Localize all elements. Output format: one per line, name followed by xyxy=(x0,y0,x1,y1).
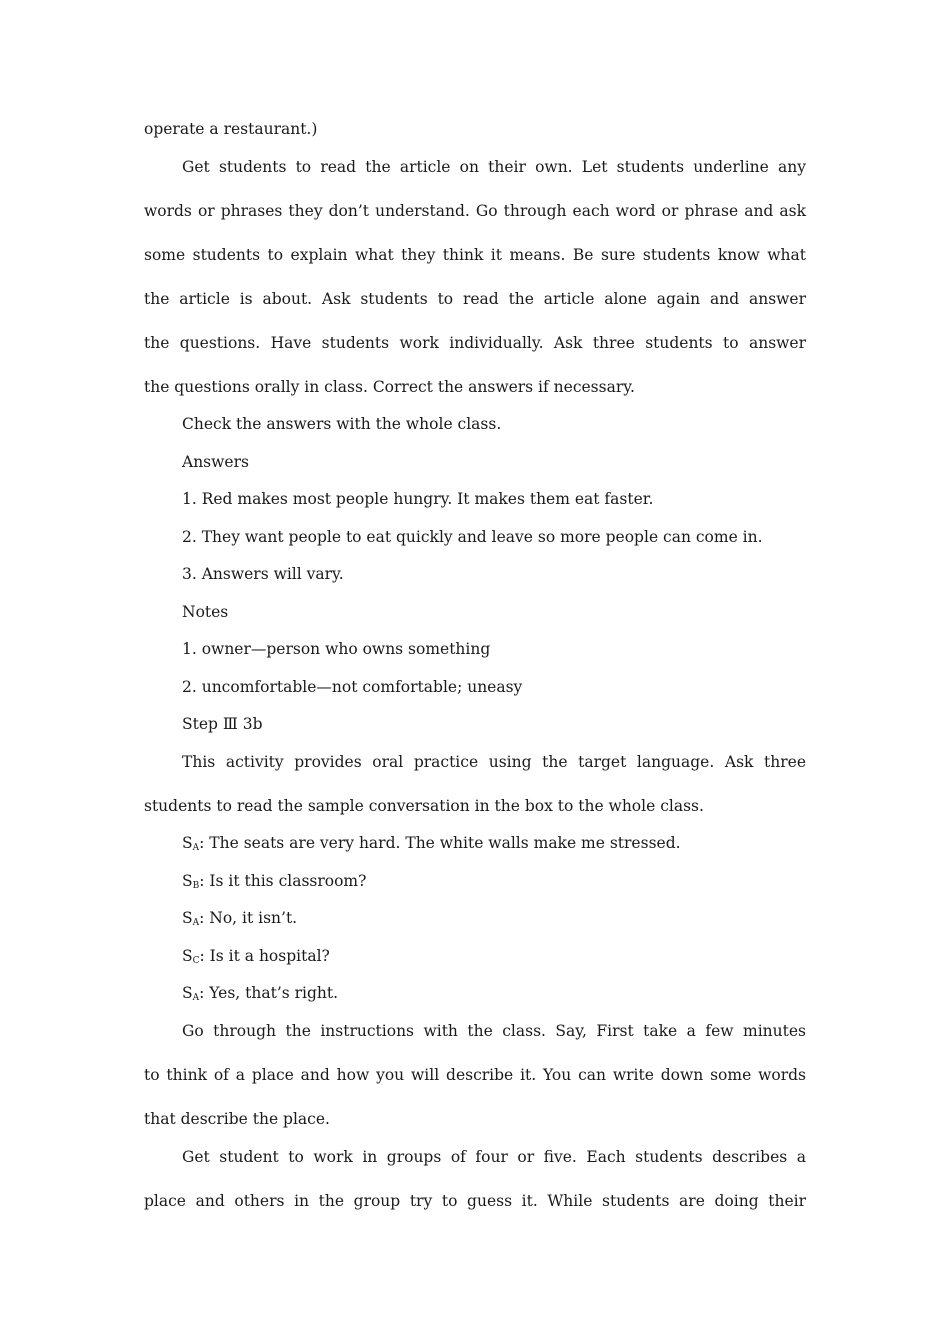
dialogue-line xyxy=(182,833,806,858)
paragraph-line: Check the answers with the whole class. xyxy=(182,415,502,433)
paragraph-line: This activity provides oral practice using the target language. Ask three xyxy=(182,753,806,771)
answer-item: 1. Red makes most people hungry. It makes them eat faster. xyxy=(182,490,654,508)
paragraph-line: words or phrases they don’t understand. Go through each word or phrase and ask xyxy=(144,202,806,220)
dialogue-text: : Is it this classroom? xyxy=(199,872,367,890)
paragraph-line: to think of a place and how you will describe it. You can write down some words xyxy=(144,1066,806,1084)
dialogue-line xyxy=(182,946,806,971)
dialogue-text: : Yes, that’s right. xyxy=(199,984,339,1002)
speaker: S xyxy=(182,909,193,927)
paragraph-line: the questions orally in class. Correct the answers if necessary. xyxy=(144,378,635,396)
notes-heading: Notes xyxy=(182,603,229,621)
dialogue-line xyxy=(182,871,806,896)
paragraph-line: the questions. Have students work individually. Ask three students to answer xyxy=(144,334,806,352)
note-item: 2. uncomfortable—not comfortable; uneasy xyxy=(182,678,523,696)
paragraph-line: Go through the instructions with the class. Say, First take a few minutes xyxy=(182,1022,806,1040)
step-heading: Step Ⅲ 3b xyxy=(182,715,263,733)
note-item: 1. owner—person who owns something xyxy=(182,640,491,658)
answer-item: 3. Answers will vary. xyxy=(182,565,344,583)
paragraph-line: operate a restaurant.) xyxy=(144,120,318,138)
paragraph-line: Get student to work in groups of four or five. Each students describes a xyxy=(182,1148,806,1166)
paragraph-line: Get students to read the article on their own. Let students underline any xyxy=(182,158,806,176)
paragraph-line: students to read the sample conversation in the box to the whole class. xyxy=(144,797,704,815)
speaker-subscript: A xyxy=(192,843,200,853)
speaker-subscript: B xyxy=(192,881,200,891)
dialogue-line xyxy=(182,983,806,1008)
answer-item: 2. They want people to eat quickly and leave so more people can come in. xyxy=(182,528,763,546)
dialogue-text: : Is it a hospital? xyxy=(199,947,330,965)
speaker: S xyxy=(182,984,193,1002)
speaker-subscript: C xyxy=(192,956,200,966)
dialogue-line xyxy=(182,908,806,933)
speaker: S xyxy=(182,947,193,965)
speaker-subscript: A xyxy=(192,918,200,928)
dialogue-text: : The seats are very hard. The white walls make me stressed. xyxy=(199,834,681,852)
speaker: S xyxy=(182,834,193,852)
dialogue-text: : No, it isn’t. xyxy=(199,909,298,927)
paragraph-line: the article is about. Ask students to read the article alone again and answer xyxy=(144,290,806,308)
speaker: S xyxy=(182,872,193,890)
paragraph-line: some students to explain what they think it means. Be sure students know what xyxy=(144,246,806,264)
speaker-subscript: A xyxy=(192,993,200,1003)
paragraph-line: place and others in the group try to guess it. While students are doing their xyxy=(144,1192,806,1210)
answers-heading: Answers xyxy=(182,453,249,471)
paragraph-line: that describe the place. xyxy=(144,1110,330,1128)
